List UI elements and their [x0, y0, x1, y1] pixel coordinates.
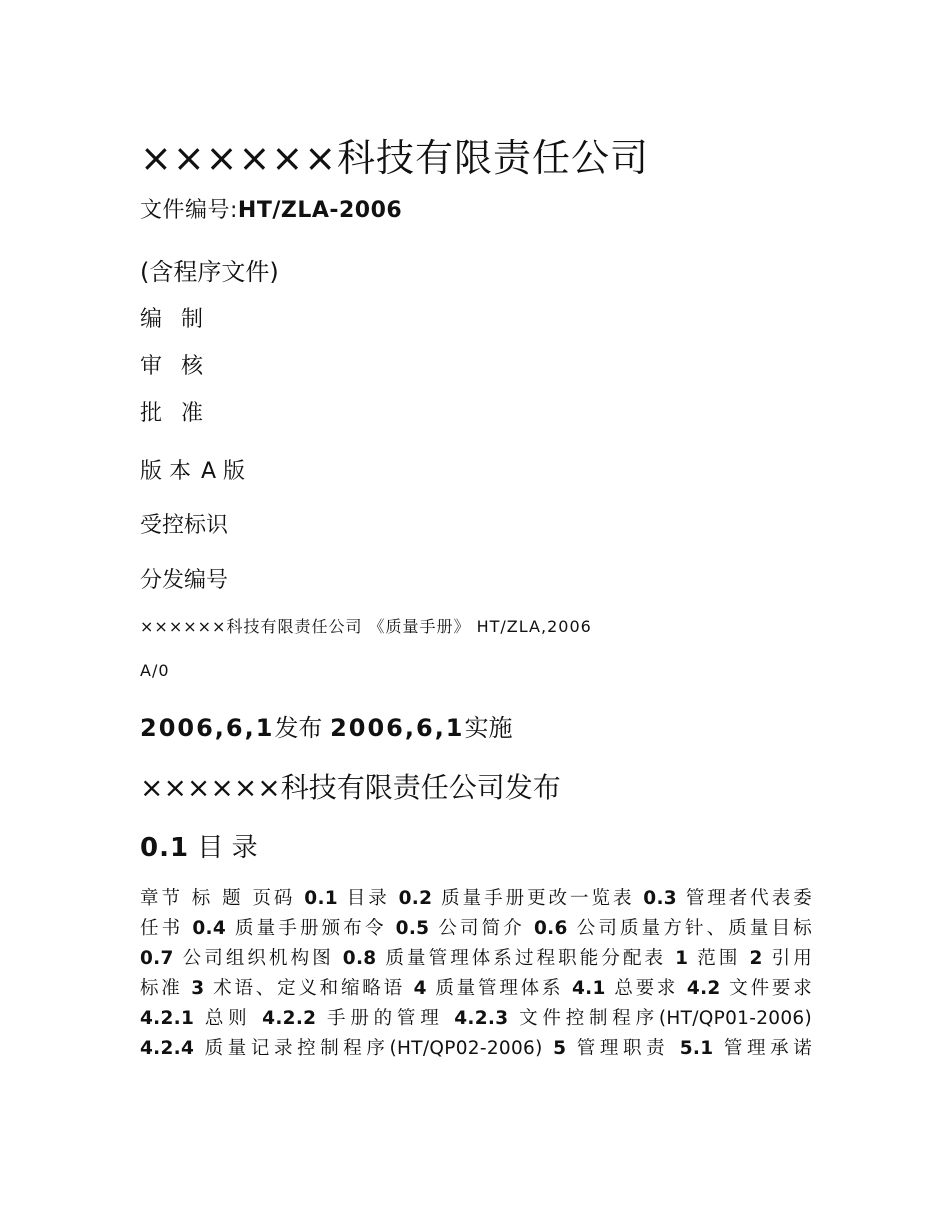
subtitle: (含程序文件)	[140, 258, 279, 286]
toc-section-number: 1	[675, 948, 689, 969]
toc-section-number: 0.7	[140, 948, 174, 969]
toc-text: 范围	[688, 948, 750, 969]
toc-text: 手册的管理	[316, 1008, 455, 1029]
toc-section-number: 4.2.2	[262, 1008, 317, 1029]
toc-row	[140, 1004, 812, 1034]
toc-text: 质量手册更改一览表	[432, 888, 644, 909]
issue-dates	[140, 708, 513, 743]
controlled-mark-label: 受控标识	[140, 513, 229, 538]
toc-text: 质量管理体系过程职能分配表	[376, 948, 676, 969]
file-number	[140, 193, 402, 224]
toc-section-number: 5.1	[679, 1038, 714, 1059]
toc-text: 公司简介	[429, 918, 534, 939]
toc-text: 术语、定义和缩略语	[204, 978, 414, 999]
toc-text: 质量记录控制程序(HT/QP02-2006)	[194, 1038, 554, 1059]
toc-section-number: 0.6	[534, 918, 568, 939]
toc-section-number: 4.2	[686, 978, 721, 999]
toc-row	[140, 884, 812, 914]
reviewed-by-label: 审 核	[140, 354, 209, 379]
toc-heading-text: 目 录	[197, 833, 258, 863]
effective-date: 2006,6,1	[330, 714, 465, 742]
toc-section-number: 4.2.4	[140, 1038, 195, 1059]
toc-section-number: 4.2.3	[454, 1008, 509, 1029]
toc-text: 文件要求	[720, 978, 813, 999]
toc-text: 目录	[337, 888, 399, 909]
toc-text: 质量管理体系	[426, 978, 572, 999]
toc-text: 任书	[140, 918, 193, 939]
toc-text: 管理者代表委	[676, 888, 813, 909]
toc-text: 总要求	[605, 978, 687, 999]
toc-text: 章节 标 题 页码	[140, 888, 305, 909]
toc-section-number: 2	[749, 948, 763, 969]
issue-word: 发布	[274, 714, 323, 742]
version-line	[140, 454, 245, 485]
toc-section-number: 4.2.1	[140, 1008, 195, 1029]
effective-word: 实施	[464, 714, 513, 742]
toc-section-number: 0.8	[342, 948, 377, 969]
toc-text: 公司质量方针、质量目标	[567, 918, 813, 939]
approved-by-label: 批 准	[140, 401, 209, 426]
toc-row	[140, 914, 812, 944]
toc-body	[140, 884, 812, 1064]
publisher-line: ××××××科技有限责任公司发布	[140, 771, 561, 804]
toc-text: 引用	[762, 948, 813, 969]
toc-section-number: 5	[553, 1038, 567, 1059]
toc-text: 标准	[140, 978, 192, 999]
toc-heading	[140, 827, 258, 864]
toc-section-number: 0.4	[192, 918, 227, 939]
toc-row	[140, 1034, 812, 1064]
distribution-number-label: 分发编号	[140, 568, 229, 593]
version-value: A 版	[201, 459, 246, 484]
toc-text: 公司组织机构图	[173, 948, 343, 969]
toc-row	[140, 944, 812, 974]
file-number-value: HT/ZLA-2006	[237, 198, 403, 223]
toc-section-number: 3	[191, 978, 205, 999]
toc-section-number: 0.1	[304, 888, 338, 909]
toc-text: 管理职责	[566, 1038, 680, 1059]
file-number-label: 文件编号:	[140, 198, 238, 223]
issue-date: 2006,6,1	[140, 714, 275, 742]
toc-text: 质量手册颁布令	[226, 918, 396, 939]
toc-text: 文件控制程序(HT/QP01-2006)	[508, 1008, 812, 1029]
toc-section-number: 4.1	[571, 978, 606, 999]
toc-heading-number: 0.1	[140, 833, 190, 863]
revision-number: A/0	[140, 661, 170, 680]
toc-text: 总则	[194, 1008, 263, 1029]
compiled-by-label: 编 制	[140, 307, 209, 332]
manual-header-line: ××××××科技有限责任公司 《质量手册》 HT/ZLA,2006	[140, 617, 592, 636]
toc-section-number: 4	[413, 978, 427, 999]
toc-text: 管理承诺	[713, 1038, 812, 1059]
company-title: ××××××科技有限责任公司	[140, 136, 650, 180]
toc-row	[140, 974, 812, 1004]
toc-section-number: 0.5	[395, 918, 430, 939]
toc-section-number: 0.2	[398, 888, 433, 909]
toc-section-number: 0.3	[643, 888, 677, 909]
version-label: 版 本	[140, 459, 191, 484]
